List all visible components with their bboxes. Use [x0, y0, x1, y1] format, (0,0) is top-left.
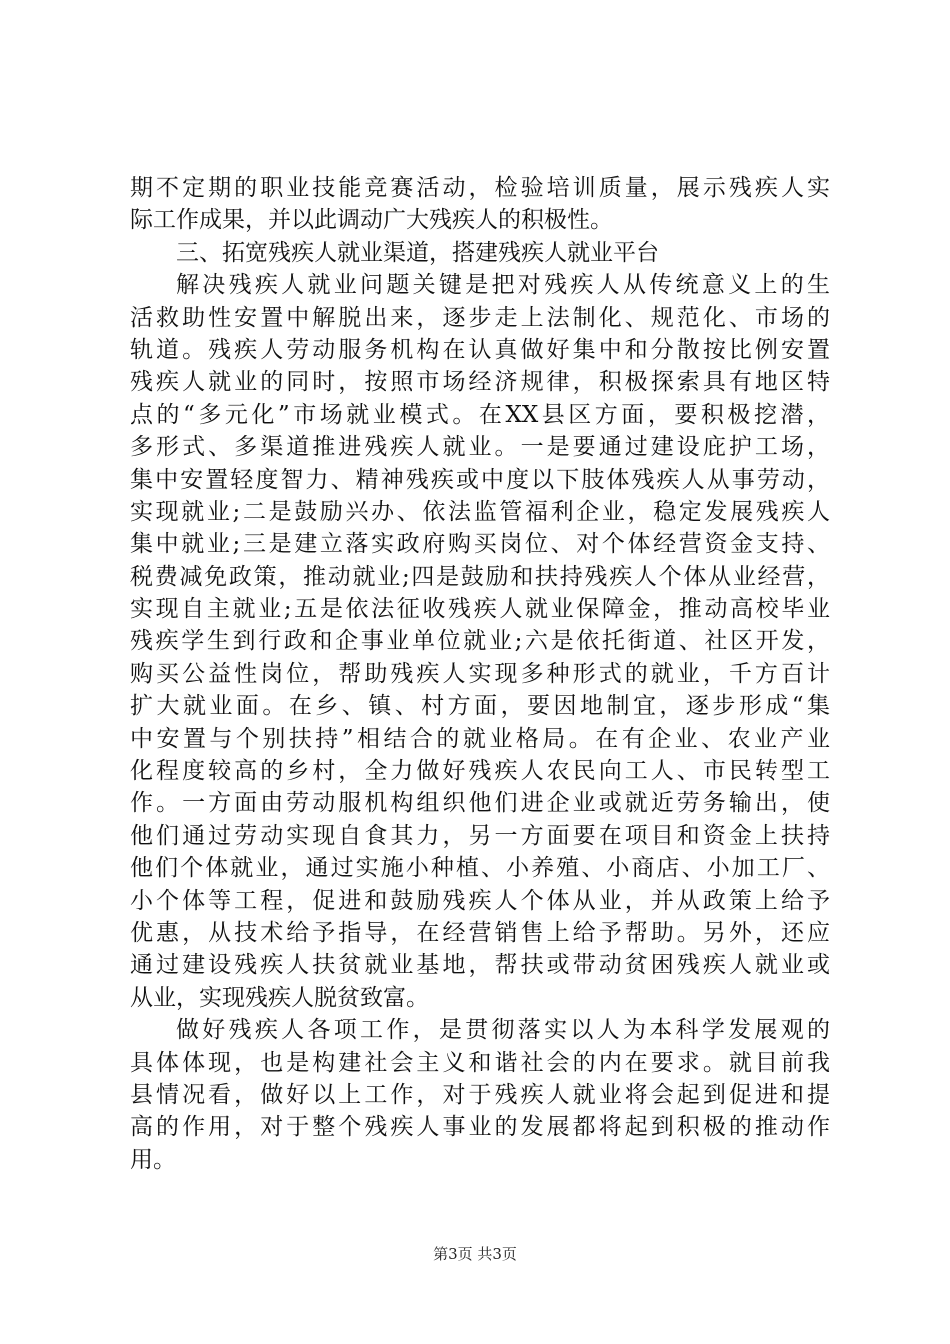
paragraph-line: 他们通过劳动实现自食其力，另一方面要在项目和资金上扶持: [130, 822, 830, 849]
paragraph-line: 购买公益性岗位，帮助残疾人实现多种形式的就业，千方百计: [130, 660, 830, 687]
paragraph-line: 际工作成果，并以此调动广大残疾人的积极性。: [130, 207, 613, 234]
paragraph-line: 用。: [130, 1146, 176, 1173]
paragraph-line: 实现就业;二是鼓励兴办、依法监管福利企业，稳定发展残疾人: [130, 498, 830, 525]
paragraph-line: 残疾人就业的同时，按照市场经济规律，积极探索具有地区特: [130, 369, 830, 396]
paragraph-line: 高的作用，对于整个残疾人事业的发展都将起到积极的推动作: [130, 1114, 830, 1141]
paragraph-line: 解决残疾人就业问题关键是把对残疾人从传统意义上的生: [176, 272, 830, 299]
paragraph-line: 具体体现，也是构建社会主义和谐社会的内在要求。就目前我: [130, 1049, 830, 1076]
paragraph-line: 税费减免政策，推动就业;四是鼓励和扶持残疾人个体从业经营，: [130, 563, 830, 590]
paragraph-line: 作。一方面由劳动服机构组织他们进企业或就近劳务输出，使: [130, 790, 830, 817]
paragraph-line: 活救助性安置中解脱出来，逐步走上法制化、规范化、市场的: [130, 304, 830, 331]
paragraph-line: 残疾学生到行政和企事业单位就业;六是依托街道、社区开发，: [130, 628, 830, 655]
paragraph-line: 三、拓宽残疾人就业渠道，搭建残疾人就业平台: [176, 239, 659, 266]
paragraph-line: 县情况看，做好以上工作，对于残疾人就业将会起到促进和提: [130, 1081, 830, 1108]
paragraph-line: 扩大就业面。在乡、镇、村方面，要因地制宜，逐步形成“集: [130, 693, 830, 720]
paragraph-line: 期不定期的职业技能竞赛活动，检验培训质量，展示残疾人实: [130, 175, 830, 201]
paragraph-line: 点的“多元化”市场就业模式。在XX县区方面，要积极挖潜，: [130, 401, 830, 428]
document-body: [130, 172, 830, 1176]
paragraph-line: 中安置与个别扶持”相结合的就业格局。在有企业、农业产业: [130, 725, 830, 752]
paragraph-line: 轨道。残疾人劳动服务机构在认真做好集中和分散按比例安置: [130, 336, 830, 363]
paragraph-line: 化程度较高的乡村，全力做好残疾人农民向工人、市民转型工: [130, 758, 830, 785]
paragraph-line: 实现自主就业;五是依法征收残疾人就业保障金，推动高校毕业: [130, 596, 830, 623]
paragraph-line: 优惠，从技术给予指导，在经营销售上给予帮助。另外，还应: [130, 919, 830, 946]
paragraph-line: 小个体等工程，促进和鼓励残疾人个体从业，并从政策上给予: [130, 887, 830, 914]
paragraph-line: 从业，实现残疾人脱贫致富。: [130, 984, 429, 1011]
paragraph-line: 做好残疾人各项工作，是贯彻落实以人为本科学发展观的: [176, 1017, 830, 1044]
page-footer: 第3页 共3页: [433, 1245, 517, 1263]
paragraph-line: 他们个体就业，通过实施小种植、小养殖、小商店、小加工厂、: [130, 855, 830, 882]
paragraph-line: 通过建设残疾人扶贫就业基地，帮扶或带动贫困残疾人就业或: [130, 952, 830, 979]
paragraph-line: 集中就业;三是建立落实政府购买岗位、对个体经营资金支持、: [130, 531, 830, 558]
paragraph-line: 集中安置轻度智力、精神残疾或中度以下肢体残疾人从事劳动，: [130, 466, 830, 493]
paragraph-line: 多形式、多渠道推进残疾人就业。一是要通过建设庇护工场，: [130, 434, 830, 461]
